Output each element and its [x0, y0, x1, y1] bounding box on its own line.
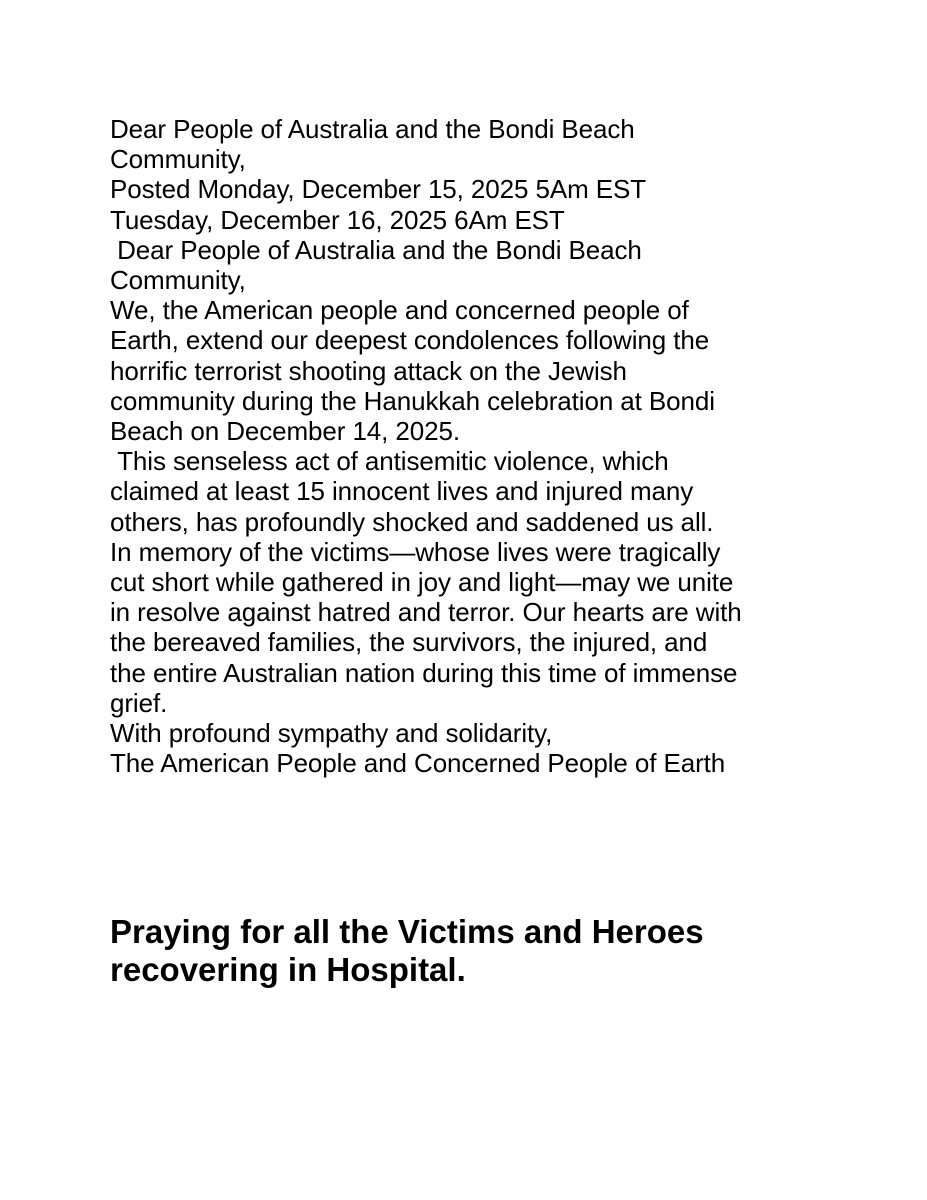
- letter-line-body: Beach on December 14, 2025.: [110, 416, 460, 447]
- prayer-line: Praying for all the Victims and Heroes: [110, 913, 704, 950]
- letter-line-updated-date: Tuesday, December 16, 2025 6Am EST: [110, 204, 565, 235]
- letter-line-salutation-repeat-2: Community,: [110, 265, 246, 296]
- letter-line-body: cut short while gathered in joy and light—may we unite: [110, 567, 734, 598]
- condolence-letter: [110, 114, 830, 778]
- letter-line-salutation-repeat-1: Dear People of Australia and the Bondi Beach: [110, 234, 642, 265]
- letter-line-body: Earth, extend our deepest condolences following the: [110, 325, 710, 356]
- letter-line-body: others, has profoundly shocked and saddened us all.: [110, 506, 714, 537]
- letter-line-body: We, the American people and concerned people of: [110, 295, 689, 326]
- letter-line-body: In memory of the victims—whose lives were tragically: [110, 536, 721, 567]
- letter-line-body: horrific terrorist shooting attack on the Jewish: [110, 355, 627, 386]
- letter-line-body: This senseless act of antisemitic violence, which: [110, 446, 669, 477]
- letter-line-body: in resolve against hatred and terror. Our hearts are with: [110, 597, 742, 628]
- letter-line-signature: The American People and Concerned People of Earth: [110, 748, 726, 779]
- letter-line-body: grief.: [110, 687, 168, 718]
- letter-line-body: claimed at least 15 innocent lives and injured many: [110, 476, 694, 507]
- letter-line-body: the bereaved families, the survivors, the injured, and: [110, 627, 708, 658]
- letter-line-salutation-2: Community,: [110, 144, 246, 175]
- letter-line-posted-date: Posted Monday, December 15, 2025 5Am EST: [110, 174, 647, 205]
- letter-line-body: the entire Australian nation during this time of immense: [110, 657, 738, 688]
- letter-line-salutation-1: Dear People of Australia and the Bondi Beach: [110, 114, 635, 144]
- prayer-heading: [110, 913, 830, 989]
- letter-line-body: community during the Hanukkah celebration at Bondi: [110, 385, 715, 416]
- letter-line-closing: With profound sympathy and solidarity,: [110, 718, 553, 749]
- prayer-line: recovering in Hospital.: [110, 951, 466, 988]
